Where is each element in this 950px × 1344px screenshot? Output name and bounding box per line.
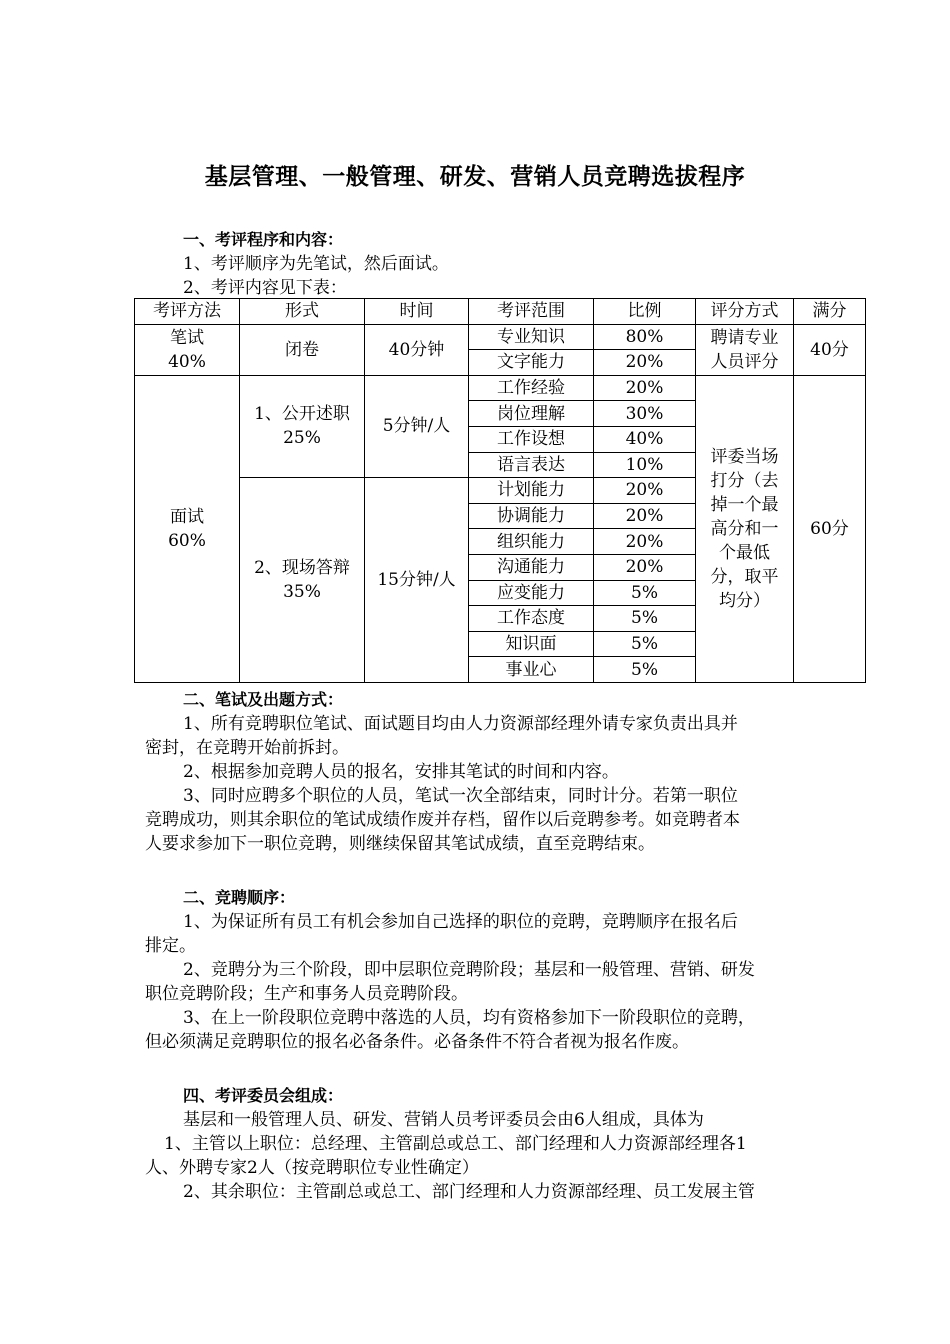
section2-paragraph-1-line-1: 1、所有竞聘职位笔试、面试题目均由人力资源部经理外请专家负责出具并 (183, 714, 738, 734)
interview-scoring-line: 分，取平 (710, 566, 779, 587)
interview-scoring-line: 掉一个最 (710, 494, 779, 515)
interview-scoring-cell (696, 375, 794, 682)
ratio-cell: 20% (594, 478, 696, 504)
scope-cell: 岗位理解 (469, 401, 594, 427)
section2-paragraph-3-line-1: 3、同时应聘多个职位的人员，笔试一次全部结束，同时计分。若第一职位 (183, 786, 738, 806)
header-cell: 满分 (794, 299, 866, 325)
header-cell: 时间 (365, 299, 469, 325)
ratio-cell: 20% (594, 554, 696, 580)
scope-cell: 工作经验 (469, 375, 594, 401)
header-cell: 比例 (594, 299, 696, 325)
table-row (135, 324, 866, 350)
ratio-cell: 20% (594, 375, 696, 401)
section3-paragraph-1-line-1: 1、为保证所有员工有机会参加自己选择的职位的竞聘，竞聘顺序在报名后 (183, 912, 738, 932)
written-scoring-cell (696, 324, 794, 375)
written-method-cell (135, 324, 240, 375)
ratio-cell: 30% (594, 401, 696, 427)
scope-cell: 协调能力 (469, 503, 594, 529)
section4-intro: 基层和一般管理人员、研发、营销人员考评委员会由6人组成，具体为 (183, 1110, 704, 1130)
section4-heading: 四、考评委员会组成： (183, 1086, 344, 1105)
scope-cell: 组织能力 (469, 529, 594, 555)
scope-cell: 沟通能力 (469, 554, 594, 580)
ratio-cell: 80% (594, 324, 696, 350)
section4-paragraph-2: 2、其余职位：主管副总或总工、部门经理和人力资源部经理、员工发展主管 (183, 1182, 755, 1202)
section2-paragraph-2: 2、根据参加竞聘人员的报名，安排其笔试的时间和内容。 (183, 762, 619, 782)
ratio-cell: 20% (594, 529, 696, 555)
interview-scoring-line: 评委当场 (710, 446, 779, 467)
header-cell: 评分方式 (696, 299, 794, 325)
interview-part2-time-cell: 15分钟/人 (365, 478, 469, 683)
written-full-score-cell: 40分 (794, 324, 866, 375)
header-cell: 考评范围 (469, 299, 594, 325)
interview-part1-form-cell (240, 375, 365, 477)
page-title: 基层管理、一般管理、研发、营销人员竞聘选拔程序 (204, 164, 746, 190)
part2-form-percent: 35% (283, 582, 321, 603)
scope-cell: 语言表达 (469, 452, 594, 478)
table-header-row (135, 299, 866, 325)
scope-cell: 文字能力 (469, 350, 594, 376)
scope-cell: 计划能力 (469, 478, 594, 504)
ratio-cell: 20% (594, 503, 696, 529)
scope-cell: 知识面 (469, 631, 594, 657)
ratio-cell: 5% (594, 657, 696, 683)
header-cell: 考评方法 (135, 299, 240, 325)
interview-full-score-cell: 60分 (794, 375, 866, 682)
evaluation-table (134, 298, 866, 683)
section4-paragraph-1-line-1: 1、主管以上职位：总经理、主管副总或总工、部门经理和人力资源部经理各1 (164, 1134, 747, 1154)
section1-heading: 一、考评程序和内容： (183, 230, 344, 249)
interview-part2-form-cell (240, 478, 365, 683)
scope-cell: 事业心 (469, 657, 594, 683)
interview-method-cell (135, 375, 240, 682)
part2-form-name: 2、现场答辩 (254, 558, 350, 579)
section3-paragraph-3-line-2: 但必须满足竞聘职位的报名必备条件。必备条件不符合者视为报名作废。 (145, 1032, 689, 1052)
interview-scoring-line: 打分（去 (710, 470, 779, 491)
section3-paragraph-2-line-2: 职位竞聘阶段；生产和事务人员竞聘阶段。 (145, 984, 468, 1004)
interview-part1-time-cell: 5分钟/人 (365, 375, 469, 477)
written-method-name: 笔试 (170, 327, 204, 348)
scope-cell: 应变能力 (469, 580, 594, 606)
scope-cell: 工作设想 (469, 426, 594, 452)
part1-form-percent: 25% (283, 428, 321, 449)
written-form-cell: 闭卷 (240, 324, 365, 375)
part1-form-name: 1、公开述职 (254, 404, 350, 425)
interview-method-percent: 60% (168, 530, 206, 551)
ratio-cell: 40% (594, 426, 696, 452)
written-scoring-line: 人员评分 (710, 351, 779, 372)
header-cell: 形式 (240, 299, 365, 325)
section1-paragraph-1: 1、考评顺序为先笔试，然后面试。 (183, 254, 449, 274)
section3-paragraph-3-line-1: 3、在上一阶段职位竞聘中落选的人员，均有资格参加下一阶段职位的竞聘， (183, 1008, 755, 1028)
interview-method-name: 面试 (170, 506, 204, 527)
ratio-cell: 5% (594, 580, 696, 606)
section3-paragraph-1-line-2: 排定。 (145, 936, 196, 956)
interview-scoring-line: 个最低 (719, 542, 770, 563)
ratio-cell: 20% (594, 350, 696, 376)
written-scoring-line: 聘请专业 (710, 327, 779, 348)
ratio-cell: 10% (594, 452, 696, 478)
table-row (135, 375, 866, 401)
ratio-cell: 5% (594, 631, 696, 657)
section3-paragraph-2-line-1: 2、竞聘分为三个阶段，即中层职位竞聘阶段；基层和一般管理、营销、研发 (183, 960, 755, 980)
section1-paragraph-2: 2、考评内容见下表： (183, 278, 347, 298)
section4-paragraph-1-line-2: 人、外聘专家2人（按竞聘职位专业性确定） (145, 1158, 479, 1178)
section2-paragraph-3-line-2: 竞聘成功，则其余职位的笔试成绩作废并存档，留作以后竞聘参考。如竞聘者本 (145, 810, 740, 830)
section3-heading: 二、竞聘顺序： (183, 888, 296, 907)
interview-scoring-line: 均分） (719, 590, 770, 611)
section2-paragraph-3-line-3: 人要求参加下一职位竞聘，则继续保留其笔试成绩，直至竞聘结束。 (145, 834, 655, 854)
written-time-cell: 40分钟 (365, 324, 469, 375)
scope-cell: 专业知识 (469, 324, 594, 350)
ratio-cell: 5% (594, 606, 696, 632)
scope-cell: 工作态度 (469, 606, 594, 632)
interview-scoring-line: 高分和一 (710, 518, 779, 539)
section2-heading: 二、笔试及出题方式： (183, 690, 344, 709)
section2-paragraph-1-line-2: 密封，在竞聘开始前拆封。 (145, 738, 349, 758)
written-method-percent: 40% (168, 351, 206, 372)
